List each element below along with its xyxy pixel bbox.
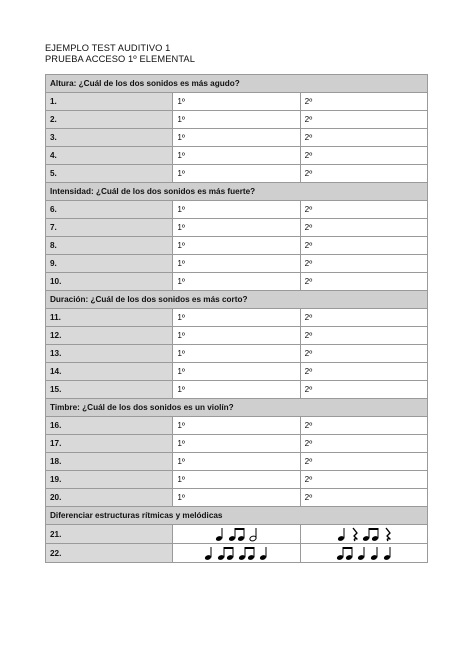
- rhythm-figure: [305, 545, 427, 561]
- question-row: [46, 327, 428, 345]
- question-row: [46, 381, 428, 399]
- rhythm-row: [46, 525, 428, 544]
- rhythm-option-second[interactable]: [300, 525, 427, 544]
- question-number: 20.: [46, 489, 173, 507]
- rhythm-notation: [336, 526, 396, 542]
- hearing-test-table: [45, 74, 428, 563]
- rhythm-figure: [177, 526, 299, 542]
- section-header: [46, 507, 428, 525]
- rhythm-notation: [203, 545, 273, 561]
- question-row: [46, 273, 428, 291]
- quarter-icon: [337, 528, 345, 542]
- question-number: 18.: [46, 453, 173, 471]
- quarter-rest-icon: [353, 528, 357, 541]
- question-row: [46, 471, 428, 489]
- heading-line-1: EJEMPLO TEST AUDITIVO 1: [45, 43, 171, 53]
- question-number: 19.: [46, 471, 173, 489]
- answer-option-first[interactable]: 1º: [173, 129, 300, 147]
- question-number: 10.: [46, 273, 173, 291]
- answer-option-second[interactable]: 2º: [300, 453, 427, 471]
- quarter-icon: [215, 528, 223, 542]
- answer-option-first[interactable]: 1º: [173, 435, 300, 453]
- eighth-pair-icon: [228, 528, 245, 542]
- answer-option-first[interactable]: 1º: [173, 165, 300, 183]
- rhythm-figure: [305, 526, 427, 542]
- question-row: [46, 237, 428, 255]
- question-number: 2.: [46, 111, 173, 129]
- eighth-pair-icon: [239, 547, 256, 561]
- answer-option-first[interactable]: 1º: [173, 237, 300, 255]
- question-number: 12.: [46, 327, 173, 345]
- question-row: [46, 489, 428, 507]
- rhythm-figure: [177, 545, 299, 561]
- answer-option-second[interactable]: 2º: [300, 309, 427, 327]
- question-row: [46, 111, 428, 129]
- answer-option-second[interactable]: 2º: [300, 147, 427, 165]
- question-number: 4.: [46, 147, 173, 165]
- answer-option-first[interactable]: 1º: [173, 345, 300, 363]
- question-row: [46, 147, 428, 165]
- answer-option-first[interactable]: 1º: [173, 255, 300, 273]
- quarter-icon: [260, 547, 268, 561]
- section-title: Duración: ¿Cuál de los dos sonidos es más corto?: [46, 291, 428, 309]
- answer-option-second[interactable]: 2º: [300, 129, 427, 147]
- answer-option-first[interactable]: 1º: [173, 219, 300, 237]
- answer-option-first[interactable]: 1º: [173, 201, 300, 219]
- question-number: 7.: [46, 219, 173, 237]
- answer-option-first[interactable]: 1º: [173, 417, 300, 435]
- answer-option-first[interactable]: 1º: [173, 471, 300, 489]
- answer-option-first[interactable]: 1º: [173, 147, 300, 165]
- section-title: Diferenciar estructuras rítmicas y melódicas: [46, 507, 428, 525]
- question-row: [46, 417, 428, 435]
- answer-option-second[interactable]: 2º: [300, 381, 427, 399]
- question-row: [46, 435, 428, 453]
- section-header: [46, 183, 428, 201]
- question-row: [46, 129, 428, 147]
- question-row: [46, 453, 428, 471]
- answer-option-first[interactable]: 1º: [173, 489, 300, 507]
- question-row: [46, 219, 428, 237]
- question-number: 5.: [46, 165, 173, 183]
- question-number: 3.: [46, 129, 173, 147]
- question-row: [46, 93, 428, 111]
- document-heading: [45, 43, 195, 64]
- question-row: [46, 201, 428, 219]
- answer-option-second[interactable]: 2º: [300, 93, 427, 111]
- rhythm-option-first[interactable]: [173, 525, 300, 544]
- answer-option-second[interactable]: 2º: [300, 201, 427, 219]
- answer-option-first[interactable]: 1º: [173, 93, 300, 111]
- answer-option-first[interactable]: 1º: [173, 111, 300, 129]
- section-header: [46, 399, 428, 417]
- answer-option-first[interactable]: 1º: [173, 327, 300, 345]
- question-number: 21.: [46, 525, 173, 544]
- quarter-icon: [383, 547, 391, 561]
- answer-option-second[interactable]: 2º: [300, 489, 427, 507]
- heading-line-2: PRUEBA ACCESO 1º ELEMENTAL: [45, 53, 195, 64]
- question-number: 8.: [46, 237, 173, 255]
- answer-option-second[interactable]: 2º: [300, 255, 427, 273]
- answer-option-second[interactable]: 2º: [300, 345, 427, 363]
- question-number: 13.: [46, 345, 173, 363]
- question-number: 6.: [46, 201, 173, 219]
- rhythm-option-first[interactable]: [173, 544, 300, 563]
- rhythm-row: [46, 544, 428, 563]
- section-header: [46, 291, 428, 309]
- rhythm-notation: [335, 545, 397, 561]
- half-icon: [249, 528, 257, 542]
- eighth-pair-icon: [218, 547, 235, 561]
- answer-option-first[interactable]: 1º: [173, 381, 300, 399]
- section-title: Timbre: ¿Cuál de los dos sonidos es un violín?: [46, 399, 428, 417]
- section-title: Altura: ¿Cuál de los dos sonidos es más agudo?: [46, 75, 428, 93]
- quarter-icon: [370, 547, 378, 561]
- question-number: 17.: [46, 435, 173, 453]
- question-number: 1.: [46, 93, 173, 111]
- answer-option-first[interactable]: 1º: [173, 363, 300, 381]
- answer-option-first[interactable]: 1º: [173, 453, 300, 471]
- eighth-pair-icon: [336, 547, 353, 561]
- quarter-icon: [357, 547, 365, 561]
- answer-option-second[interactable]: 2º: [300, 363, 427, 381]
- question-number: 11.: [46, 309, 173, 327]
- section-title: Intensidad: ¿Cuál de los dos sonidos es más fuerte?: [46, 183, 428, 201]
- answer-option-first[interactable]: 1º: [173, 309, 300, 327]
- question-row: [46, 309, 428, 327]
- question-row: [46, 345, 428, 363]
- rhythm-option-second[interactable]: [300, 544, 427, 563]
- answer-option-first[interactable]: 1º: [173, 273, 300, 291]
- question-row: [46, 255, 428, 273]
- question-row: [46, 363, 428, 381]
- question-number: 22.: [46, 544, 173, 563]
- question-number: 16.: [46, 417, 173, 435]
- answer-option-second[interactable]: 2º: [300, 111, 427, 129]
- question-row: [46, 165, 428, 183]
- answer-option-second[interactable]: 2º: [300, 219, 427, 237]
- question-number: 14.: [46, 363, 173, 381]
- rhythm-notation: [214, 526, 263, 542]
- answer-option-second[interactable]: 2º: [300, 435, 427, 453]
- quarter-rest-icon: [386, 528, 390, 541]
- section-header: [46, 75, 428, 93]
- answer-option-second[interactable]: 2º: [300, 273, 427, 291]
- quarter-icon: [205, 547, 213, 561]
- answer-option-second[interactable]: 2º: [300, 327, 427, 345]
- eighth-pair-icon: [362, 528, 379, 542]
- answer-option-second[interactable]: 2º: [300, 165, 427, 183]
- answer-option-second[interactable]: 2º: [300, 237, 427, 255]
- answer-option-second[interactable]: 2º: [300, 471, 427, 489]
- question-number: 15.: [46, 381, 173, 399]
- answer-option-second[interactable]: 2º: [300, 417, 427, 435]
- question-number: 9.: [46, 255, 173, 273]
